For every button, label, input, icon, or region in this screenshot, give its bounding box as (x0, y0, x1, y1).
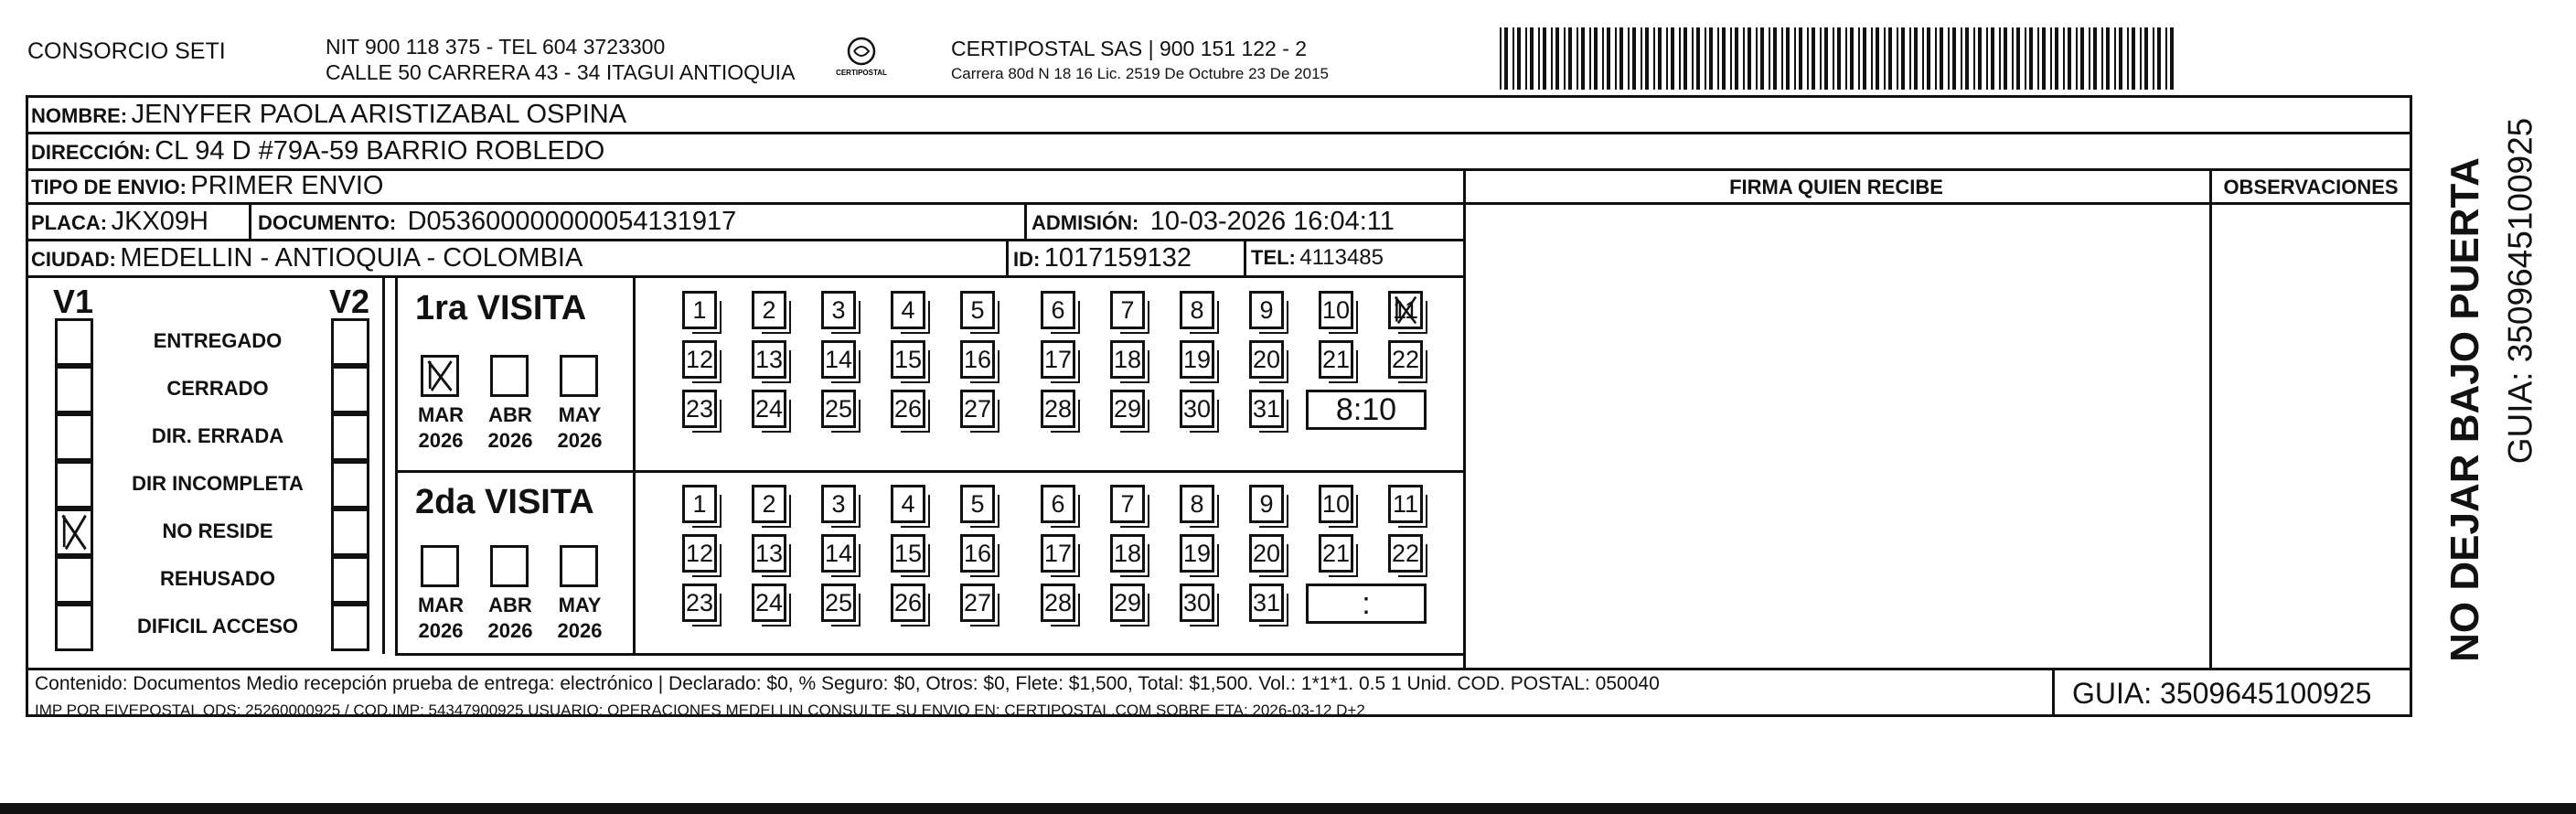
first-visit-day-box[interactable]: 7 (1110, 291, 1145, 329)
side-guide-number: GUIA: 3509645100925 (2501, 117, 2539, 465)
barcode-bar (2029, 27, 2033, 90)
barcode-bar (1730, 27, 1732, 90)
barcode-bar (1683, 27, 1687, 90)
barcode-bar (1525, 27, 1527, 90)
first-visit-day-box[interactable]: 21 (1319, 340, 1353, 379)
month-year: 2026 (487, 618, 533, 642)
v2-checkbox[interactable] (331, 556, 369, 604)
second-visit-day-box[interactable]: 4 (891, 485, 925, 523)
status-label: DIR INCOMPLETA (132, 472, 304, 495)
second-visit-day-box[interactable]: 1 (682, 485, 717, 523)
barcode-bar (1653, 27, 1655, 90)
first-visit-day-box[interactable]: 17 (1041, 340, 1075, 379)
barcode-bar (2127, 27, 2129, 90)
v1-label: V1 (53, 283, 94, 320)
second-visit-day-box[interactable]: 28 (1041, 584, 1075, 622)
barcode (1500, 27, 2186, 90)
second-visit-day-box[interactable]: 9 (1249, 485, 1284, 523)
month-name: MAR (417, 594, 465, 616)
barcode-bar (2140, 27, 2142, 90)
city-row: CIUDAD: MEDELLIN - ANTIOQUIA - COLOMBIA (31, 243, 583, 273)
first-visit-title: 1ra VISITA (415, 289, 587, 327)
second-visit-day-box[interactable]: 5 (960, 485, 995, 523)
barcode-bar (1717, 27, 1719, 90)
barcode-bar (1551, 27, 1553, 90)
barcode-bar (1820, 27, 1822, 90)
barcode-bar (1935, 27, 1937, 90)
second-visit-day-box[interactable]: 30 (1180, 584, 1214, 622)
month-year: 2026 (487, 428, 533, 452)
id-number: 1017159132 (1043, 243, 1192, 273)
barcode-bar (1786, 27, 1790, 90)
month-year: 2026 (557, 618, 603, 642)
month-year: 2026 (418, 618, 464, 642)
first-visit-day-box[interactable]: 18 (1110, 340, 1145, 379)
barcode-bar (1589, 27, 1591, 90)
second-visit-day-box[interactable]: 3 (821, 485, 856, 523)
second-visit-day-box[interactable]: 8 (1180, 485, 1214, 523)
barcode-bar (1914, 27, 1918, 90)
guide-number: GUIA: 3509645100925 (2072, 677, 2372, 710)
first-visit-day-box[interactable] (1388, 291, 1423, 329)
barcode-bar (1543, 27, 1546, 90)
sender-nit: NIT 900 118 375 - TEL 604 3723300 (326, 35, 666, 59)
barcode-bar (1743, 27, 1745, 90)
barcode-bar (2165, 27, 2167, 90)
page-edge (0, 803, 2576, 814)
barcode-bar (2063, 27, 2065, 90)
barcode-bar (1999, 27, 2001, 90)
barcode-bar (2119, 27, 2122, 90)
v1-checkbox[interactable] (55, 509, 93, 556)
second-visit-month-label (483, 593, 538, 643)
barcode-bar (1619, 27, 1623, 90)
second-visit-day-box[interactable]: 20 (1249, 534, 1284, 573)
barcode-bar (2144, 27, 2148, 90)
first-visit-month-checkbox[interactable] (560, 355, 598, 397)
barcode-bar (1500, 27, 1502, 90)
second-visit-title: 2da VISITA (415, 483, 594, 521)
second-visit-day-box[interactable]: 24 (752, 584, 786, 622)
shipment-type-row: TIPO DE ENVIO: PRIMER ENVIO (31, 171, 384, 200)
barcode-bar (1735, 27, 1738, 90)
barcode-bar (1538, 27, 1540, 90)
v1-checkbox[interactable] (55, 318, 93, 366)
status-label: ENTREGADO (153, 329, 283, 352)
first-visit-day-box[interactable]: 2 (752, 291, 786, 329)
barcode-bar (2157, 27, 2161, 90)
first-visit-day-box[interactable]: 12 (682, 340, 717, 379)
recipient-name: JENYFER PAOLA ARISTIZABAL OSPINA (131, 100, 627, 129)
barcode-bar (1799, 27, 1802, 90)
barcode-bar (1530, 27, 1534, 90)
second-visit-day-box[interactable]: 29 (1110, 584, 1145, 622)
barcode-bar (1965, 27, 1969, 90)
admission-row: ADMISIÓN: 10-03-2026 16:04:11 (1031, 207, 1395, 236)
barcode-bar (1705, 27, 1706, 90)
barcode-bar (1888, 27, 1892, 90)
second-visit-day-box[interactable]: 19 (1180, 534, 1214, 573)
first-visit-day-box[interactable]: 9 (1249, 291, 1284, 329)
v2-checkbox[interactable] (331, 366, 369, 413)
first-visit-day-box[interactable]: 25 (821, 390, 856, 428)
v1-checkbox[interactable] (55, 556, 93, 604)
certipostal-logo (834, 33, 889, 88)
first-visit-day-box[interactable]: 31 (1249, 390, 1284, 428)
first-visit-day-box[interactable]: 23 (682, 390, 717, 428)
barcode-bar (1517, 27, 1521, 90)
barcode-bar (2042, 27, 2046, 90)
id-row: ID: 1017159132 (1013, 243, 1192, 273)
barcode-bar (1952, 27, 1956, 90)
barcode-bar (1850, 27, 1854, 90)
first-visit-day-box[interactable]: 26 (891, 390, 925, 428)
barcode-bar (1837, 27, 1841, 90)
barcode-bar (1909, 27, 1911, 90)
second-visit-month-label (552, 593, 607, 643)
first-visit-day-box[interactable]: 22 (1388, 340, 1423, 379)
second-visit-day-box[interactable]: 17 (1041, 534, 1075, 573)
v2-label: V2 (329, 283, 370, 320)
barcode-bar (1568, 27, 1572, 90)
plate-row: PLACA: JKX09H (31, 207, 208, 236)
second-visit-day-box[interactable]: 31 (1249, 584, 1284, 622)
barcode-bar (2037, 27, 2039, 90)
barcode-bar (1512, 27, 1514, 90)
second-visit-day-box[interactable]: 25 (821, 584, 856, 622)
barcode-bar (1658, 27, 1662, 90)
document-number: D053600000000054131917 (407, 207, 737, 236)
status-label: REHUSADO (160, 567, 275, 590)
barcode-bar (2093, 27, 2097, 90)
barcode-bar (1781, 27, 1783, 90)
status-label: DIR. ERRADA (151, 424, 284, 447)
barcode-bar (1679, 27, 1681, 90)
second-visit-day-box[interactable]: 14 (821, 534, 856, 573)
barcode-bar (1871, 27, 1873, 90)
barcode-bar (1504, 27, 1508, 90)
barcode-bar (1692, 27, 1694, 90)
barcode-bar (2012, 27, 2014, 90)
barcode-bar (1577, 27, 1578, 90)
barcode-bar (2055, 27, 2058, 90)
first-visit-time-box[interactable]: 8:10 (1306, 390, 1427, 430)
address-row: DIRECCIÓN: CL 94 D #79A-59 BARRIO ROBLEDO (31, 136, 605, 166)
footer-contents: Contenido: Documentos Medio recepción prueba de entrega: electrónico | Declarado: $0, % Seguro: $0, Otros: $0, Flete: $1,500, Total: $1,500. Vol.: 1*1*1. 0.5 1 Unid. COD. POSTAL: 050040 (35, 673, 1660, 694)
second-visit-day-box[interactable]: 26 (891, 584, 925, 622)
barcode-bar (1628, 27, 1630, 90)
first-visit-month-label (483, 402, 538, 453)
tel-row: TEL: 4113485 (1251, 245, 1384, 270)
v2-checkbox[interactable] (331, 461, 369, 509)
first-visit-day-box[interactable]: 20 (1249, 340, 1284, 379)
barcode-bar (2050, 27, 2052, 90)
barcode-bar (1555, 27, 1559, 90)
month-name: ABR (488, 594, 532, 616)
second-visit-day-box[interactable]: 16 (960, 534, 995, 573)
second-visit-month-checkbox[interactable] (490, 545, 529, 587)
second-visit-day-box[interactable]: 13 (752, 534, 786, 573)
barcode-bar (1948, 27, 1950, 90)
barcode-bar (1986, 27, 1988, 90)
barcode-bar (1807, 27, 1809, 90)
second-visit-day-box[interactable]: 27 (960, 584, 995, 622)
second-visit-day-box[interactable]: 22 (1388, 534, 1423, 573)
status-label: NO RESIDE (162, 519, 273, 542)
second-visit-time-box[interactable]: : (1306, 584, 1427, 624)
sender-company: CONSORCIO SETI (27, 38, 226, 64)
barcode-bar (2089, 27, 2090, 90)
tel-number: 4113485 (1299, 245, 1384, 270)
barcode-bar (2080, 27, 2084, 90)
first-visit-day-box[interactable]: 5 (960, 291, 995, 329)
barcode-bar (1897, 27, 1898, 90)
first-visit-month-label (552, 402, 607, 453)
plate: JKX09H (111, 207, 208, 236)
v1-checkbox[interactable] (55, 413, 93, 461)
barcode-bar (1709, 27, 1713, 90)
recipient-name-row: NOMBRE: JENYFER PAOLA ARISTIZABAL OSPINA (31, 100, 627, 129)
barcode-bar (1581, 27, 1585, 90)
second-visit-day-box[interactable]: 15 (891, 534, 925, 573)
barcode-bar (1927, 27, 1930, 90)
first-visit-day-box[interactable]: 10 (1319, 291, 1353, 329)
barcode-bar (2101, 27, 2103, 90)
barcode-bar (1696, 27, 1700, 90)
barcode-bar (1940, 27, 1943, 90)
first-visit-day-box[interactable]: 24 (752, 390, 786, 428)
signature-header: FIRMA QUIEN RECIBE (1729, 176, 1943, 198)
second-visit-day-box[interactable]: 11 (1388, 485, 1423, 523)
barcode-bar (1973, 27, 1975, 90)
barcode-bar (1666, 27, 1668, 90)
status-label: DIFICIL ACCESO (136, 615, 298, 637)
document-row: DOCUMENTO: D053600000000054131917 (258, 207, 737, 236)
first-visit-month-checkbox[interactable] (421, 355, 459, 397)
barcode-bar (1978, 27, 1982, 90)
second-visit-day-box[interactable]: 6 (1041, 485, 1075, 523)
barcode-bar (1671, 27, 1674, 90)
barcode-bar (2016, 27, 2020, 90)
barcode-bar (1773, 27, 1777, 90)
barcode-bar (2025, 27, 2026, 90)
barcode-bar (1722, 27, 1726, 90)
barcode-bar (1858, 27, 1860, 90)
first-visit-day-box[interactable]: 16 (960, 340, 995, 379)
month-name: MAR (417, 403, 465, 426)
v2-checkbox[interactable] (331, 604, 369, 651)
first-visit-day-box[interactable]: 3 (821, 291, 856, 329)
barcode-bar (2068, 27, 2071, 90)
v2-checkbox[interactable] (331, 318, 369, 366)
first-visit-day-box[interactable]: 1 (682, 291, 717, 329)
barcode-bar (1812, 27, 1815, 90)
barcode-bar (1756, 27, 1758, 90)
v1-checkbox[interactable] (55, 604, 93, 651)
first-visit-day-box[interactable]: 14 (821, 340, 856, 379)
v1-checkbox[interactable] (55, 461, 93, 509)
barcode-bar (1901, 27, 1905, 90)
first-visit-day-box[interactable]: 29 (1110, 390, 1145, 428)
second-visit-day-box[interactable]: 21 (1319, 534, 1353, 573)
city: MEDELLIN - ANTIOQUIA - COLOMBIA (120, 243, 583, 273)
barcode-bar (1641, 27, 1642, 90)
barcode-bar (1991, 27, 1994, 90)
barcode-bar (1769, 27, 1770, 90)
first-visit-month-label (413, 402, 468, 453)
month-year: 2026 (557, 428, 603, 452)
barcode-bar (2153, 27, 2154, 90)
barcode-bar (2004, 27, 2007, 90)
barcode-bar (1615, 27, 1617, 90)
barcode-bar (2114, 27, 2116, 90)
first-visit-month-checkbox[interactable] (490, 355, 529, 397)
day-number: 11 (1392, 296, 1419, 324)
status-label: CERRADO (166, 377, 269, 400)
second-visit-month-checkbox[interactable] (421, 545, 459, 587)
first-visit-day-box[interactable]: 6 (1041, 291, 1075, 329)
svg-text:CERTIPOSTAL: CERTIPOSTAL (836, 69, 887, 77)
second-visit-day-box[interactable]: 2 (752, 485, 786, 523)
first-visit-day-box[interactable]: 13 (752, 340, 786, 379)
month-name: MAY (558, 403, 602, 426)
first-visit-day-box[interactable]: 27 (960, 390, 995, 428)
second-visit-day-box[interactable]: 12 (682, 534, 717, 573)
recipient-address: CL 94 D #79A-59 BARRIO ROBLEDO (155, 136, 605, 166)
first-visit-day-box[interactable]: 19 (1180, 340, 1214, 379)
second-visit-month-checkbox[interactable] (560, 545, 598, 587)
admission-date: 10-03-2026 16:04:11 (1149, 207, 1395, 236)
observations-header: OBSERVACIONES (2223, 176, 2399, 198)
barcode-bar (1607, 27, 1610, 90)
v1-checkbox[interactable] (55, 366, 93, 413)
first-visit-day-box[interactable]: 15 (891, 340, 925, 379)
barcode-bar (1794, 27, 1796, 90)
carrier-id: CERTIPOSTAL SAS | 900 151 122 - 2 (951, 37, 1308, 60)
certipostal-logo-icon (834, 33, 889, 88)
v2-checkbox[interactable] (331, 413, 369, 461)
barcode-bar (1876, 27, 1879, 90)
barcode-bar (1594, 27, 1598, 90)
first-visit-day-box[interactable]: 30 (1180, 390, 1214, 428)
footer-print-info: IMP POR FIVEPOSTAL ODS: 25260000925 / COD.IMP: 54347900925 USUARIO: OPERACIONES MEDELLIN CONSULTE SU ENVIO EN: CERTIPOSTAL.COM SOBRE ETA: 2026-03-12 D+2 (35, 702, 1365, 719)
barcode-bar (1833, 27, 1834, 90)
first-visit-day-box[interactable]: 28 (1041, 390, 1075, 428)
barcode-bar (2106, 27, 2110, 90)
barcode-bar (1922, 27, 1924, 90)
barcode-bar (1961, 27, 1962, 90)
month-name: ABR (488, 403, 532, 426)
month-year: 2026 (418, 428, 464, 452)
barcode-bar (2076, 27, 2078, 90)
barcode-bar (1884, 27, 1886, 90)
v2-checkbox[interactable] (331, 509, 369, 556)
barcode-bar (1863, 27, 1866, 90)
second-visit-day-box[interactable]: 10 (1319, 485, 1353, 523)
barcode-bar (1632, 27, 1636, 90)
barcode-bar (1645, 27, 1649, 90)
barcode-bar (1748, 27, 1751, 90)
barcode-bar (1824, 27, 1828, 90)
barcode-bar (1845, 27, 1847, 90)
second-visit-day-box[interactable]: 23 (682, 584, 717, 622)
barcode-bar (2170, 27, 2174, 90)
barcode-bar (2132, 27, 2135, 90)
second-visit-day-box[interactable]: 18 (1110, 534, 1145, 573)
sender-address: CALLE 50 CARRERA 43 - 34 ITAGUI ANTIOQUIA (326, 60, 796, 84)
month-name: MAY (558, 594, 602, 616)
barcode-bar (1760, 27, 1764, 90)
carrier-address: Carrera 80d N 18 16 Lic. 2519 De Octubre 23 De 2015 (951, 65, 1329, 82)
second-visit-day-box[interactable]: 7 (1110, 485, 1145, 523)
first-visit-day-box[interactable]: 4 (891, 291, 925, 329)
barcode-bar (1564, 27, 1566, 90)
first-visit-day-box[interactable]: 8 (1180, 291, 1214, 329)
shipment-type: PRIMER ENVIO (190, 171, 384, 200)
second-visit-month-label (413, 593, 468, 643)
no-leave-under-door-warning: NO DEJAR BAJO PUERTA (2442, 157, 2487, 662)
barcode-bar (1602, 27, 1604, 90)
